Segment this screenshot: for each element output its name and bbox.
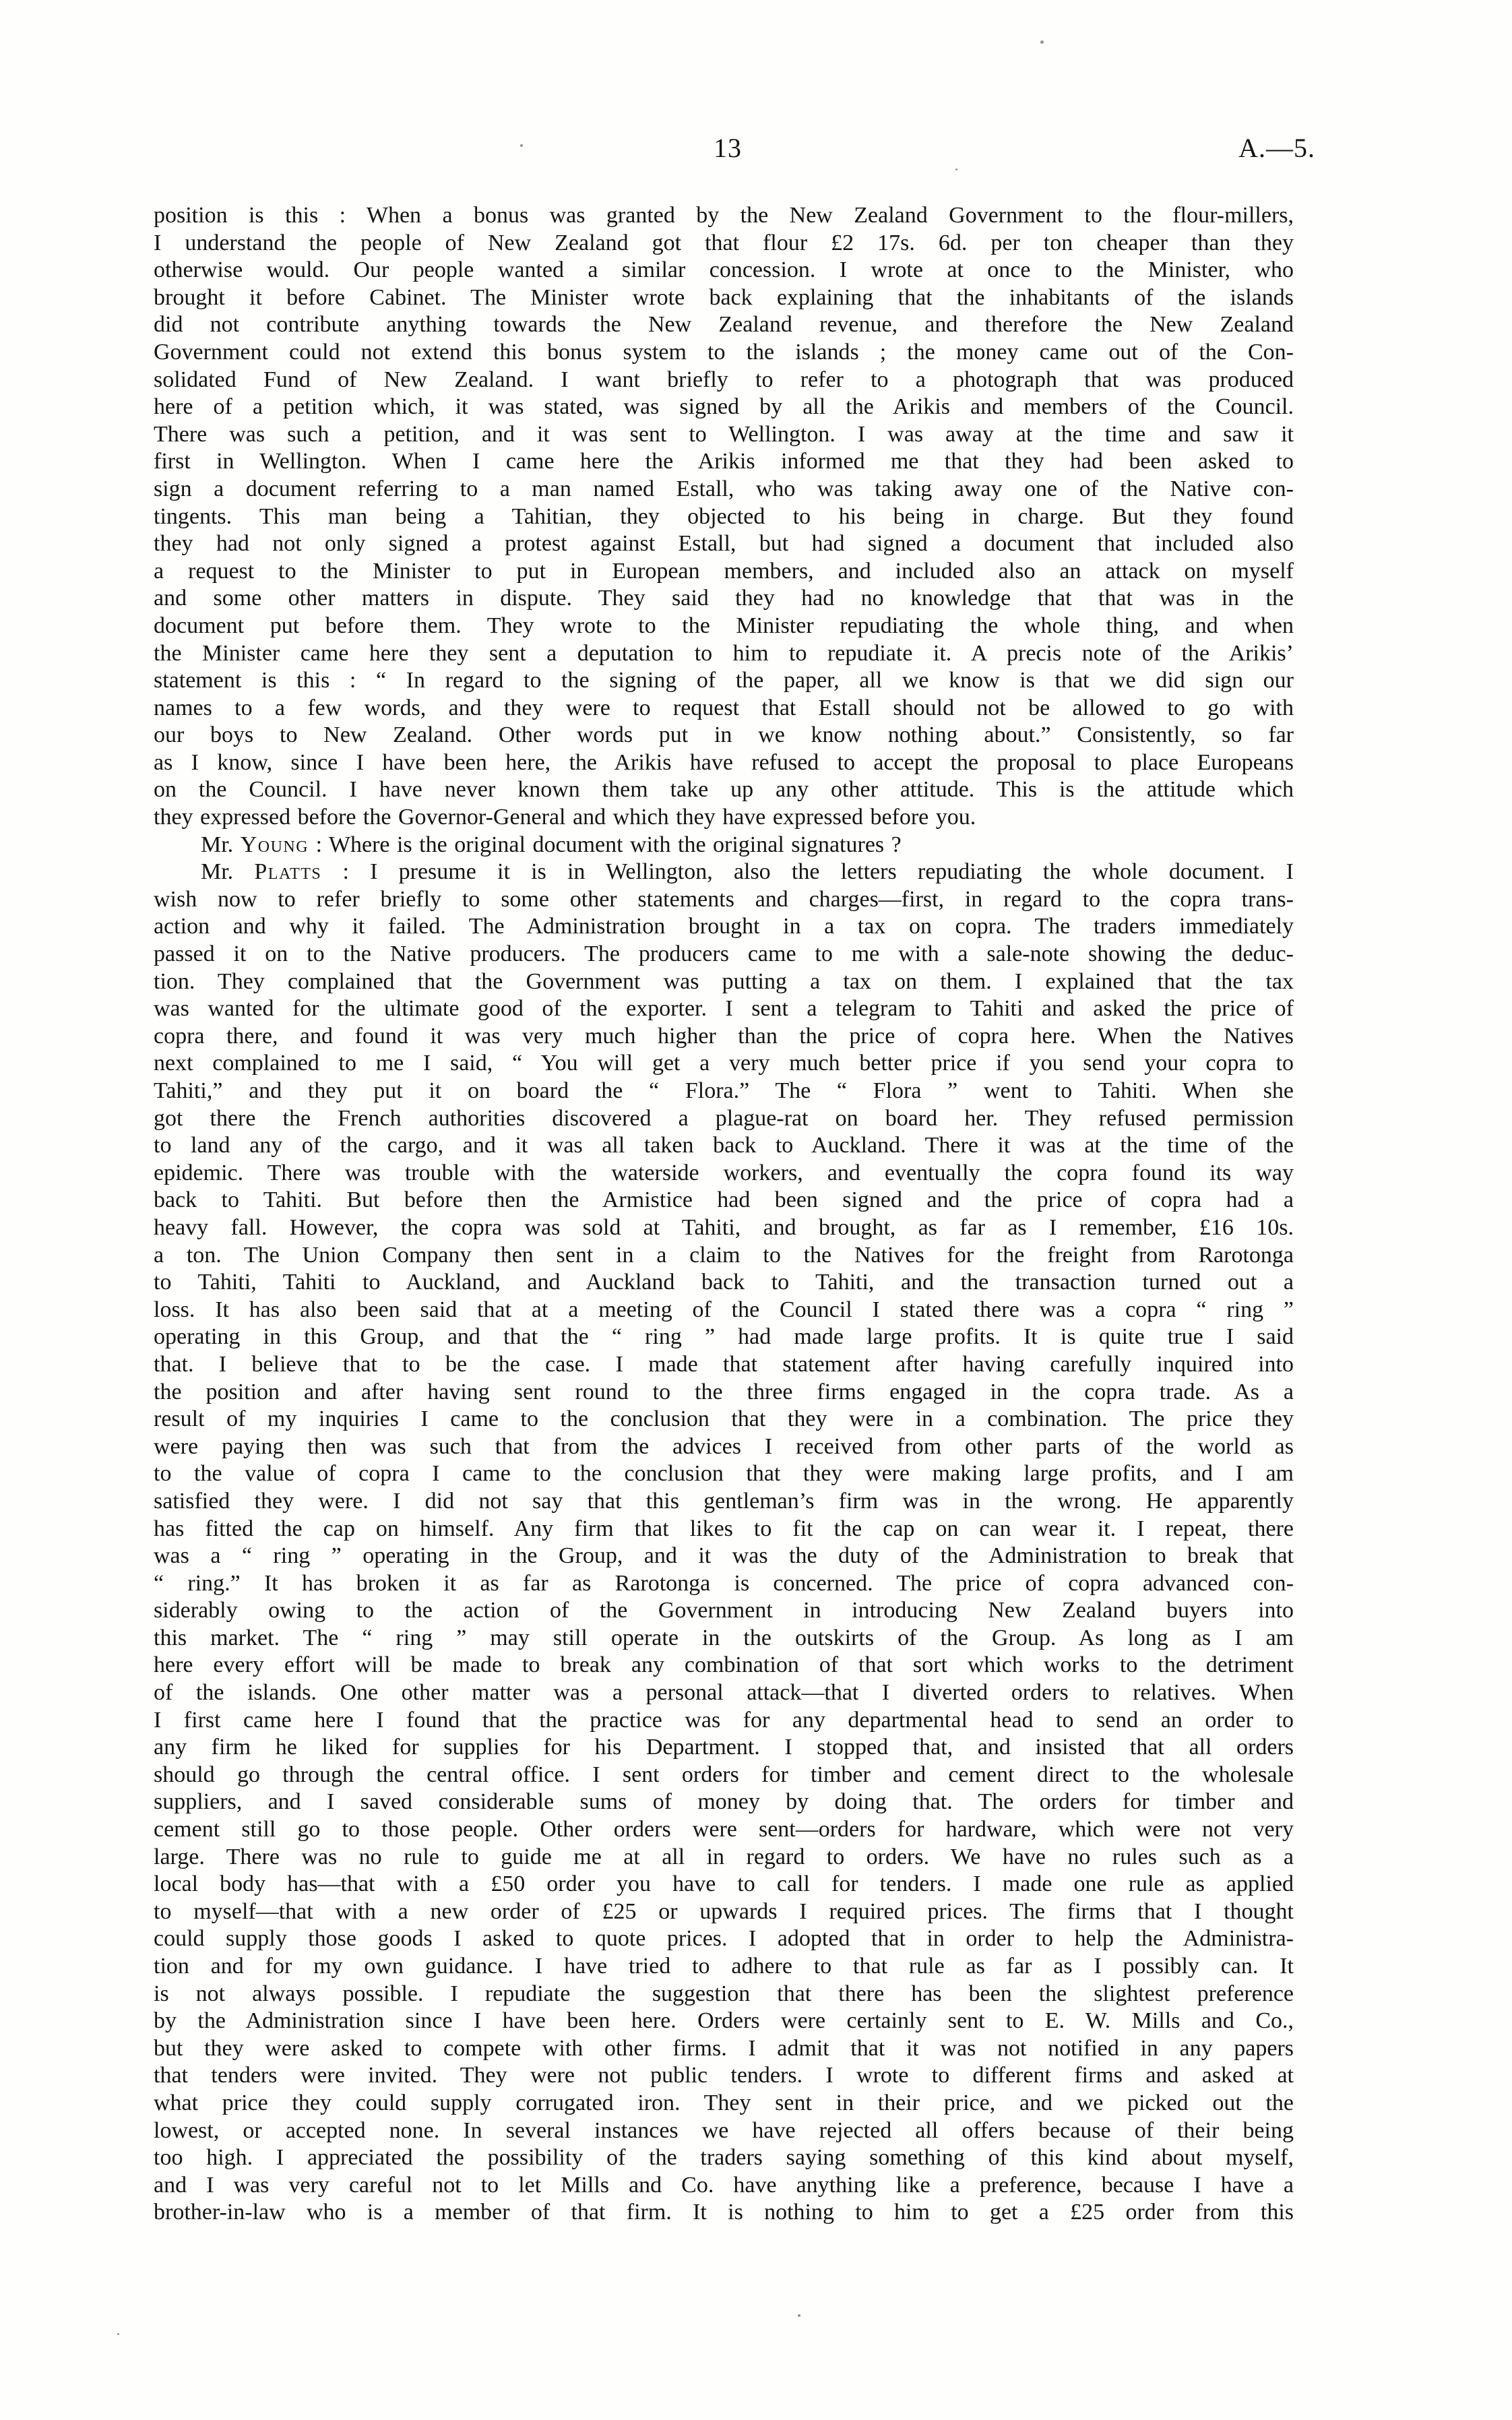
text-line: I understand the people of New Zealand got that flour £2 17s. 6d. per ton cheaper than they bbox=[154, 230, 1294, 255]
text-line: operating in this Group, and that the “ ring ” had made large profits. It is quite true I said bbox=[154, 1324, 1294, 1350]
speech-line-platts bbox=[154, 859, 1294, 886]
text-line: they expressed before the Governor-General and which they have expressed before you. bbox=[154, 805, 976, 830]
speech-text-platts: : I presume it is in Wellington, also the letters repudiating the whole document. I bbox=[321, 859, 1294, 885]
speaker-prefix: Mr. bbox=[201, 832, 241, 857]
text-line: has fitted the cap on himself. Any firm that likes to fit the cap on can wear it. I repeat, there bbox=[154, 1516, 1294, 1541]
text-line: that. I believe that to be the case. I made that statement after having carefully inquired into bbox=[154, 1351, 1294, 1377]
text-line: large. There was no rule to guide me at all in regard to orders. We have no rules such as a bbox=[154, 1844, 1294, 1869]
text-line: lowest, or accepted none. In several instances we have rejected all offers because of their being bbox=[154, 2117, 1294, 2143]
text-line: There was such a petition, and it was sent to Wellington. I was away at the time and saw it bbox=[154, 421, 1294, 447]
text-line: names to a few words, and they were to request that Estall should not be allowed to go with bbox=[154, 695, 1294, 720]
text-line: was wanted for the ultimate good of the exporter. I sent a telegram to Tahiti and asked the price of bbox=[154, 996, 1294, 1022]
text-line: siderably owing to the action of the Government in introducing New Zealand buyers into bbox=[154, 1598, 1294, 1623]
text-line: to land any of the cargo, and it was all taken back to Auckland. There it was at the time of the bbox=[154, 1133, 1294, 1158]
text-line: copra there, and found it was very much higher than the price of copra here. When the Natives bbox=[154, 1023, 1294, 1049]
running-head bbox=[0, 132, 1512, 173]
text-line: and I was very careful not to let Mills and Co. have anything like a preference, because I have a bbox=[154, 2172, 1294, 2198]
text-line: a ton. The Union Company then sent in a claim to the Natives for the freight from Rarotonga bbox=[154, 1242, 1294, 1268]
text-line: was a “ ring ” operating in the Group, and it was the duty of the Administration to break that bbox=[154, 1543, 1294, 1569]
text-line: they had not only signed a protest against Estall, but had signed a document that included also bbox=[154, 531, 1294, 557]
text-line: epidemic. There was trouble with the waterside workers, and eventually the copra found its way bbox=[154, 1160, 1294, 1185]
text-line: brother-in-law who is a member of that firm. It is nothing to him to get a £25 order from this bbox=[154, 2200, 1294, 2225]
text-line: sign a document referring to a man named Estall, who was taking away one of the Native con- bbox=[154, 476, 1294, 501]
text-line: but they were asked to compete with other firms. I admit that it was not notified in any papers bbox=[154, 2035, 1294, 2061]
text-line: statement is this : “ In regard to the signing of the paper, all we know is that we did sign our bbox=[154, 668, 1294, 693]
text-line: of the islands. One other matter was a personal attack—that I diverted orders to relatives. When bbox=[154, 1680, 1294, 1706]
text-line: to Tahiti, Tahiti to Auckland, and Auckland back to Tahiti, and the transaction turned out a bbox=[154, 1270, 1294, 1295]
text-line: solidated Fund of New Zealand. I want briefly to refer to a photograph that was produced bbox=[154, 367, 1294, 392]
text-line: did not contribute anything towards the New Zealand revenue, and therefore the New Zealand bbox=[154, 312, 1294, 338]
text-line: were paying then was such that from the advices I received from other parts of the world as bbox=[154, 1433, 1294, 1459]
text-line: a request to the Minister to put in European members, and included also an attack on myself bbox=[154, 558, 1294, 584]
text-line: local body has—that with a £50 order you have to call for tenders. I made one rule as applied bbox=[154, 1871, 1294, 1897]
text-line: Government could not extend this bonus system to the islands ; the money came out of the Con- bbox=[154, 339, 1294, 365]
text-line: tion and for my own guidance. I have tried to adhere to that rule as far as I possibly can. It bbox=[154, 1954, 1294, 1979]
text-line: brought it before Cabinet. The Minister wrote back explaining that the inhabitants of the islands bbox=[154, 284, 1294, 310]
text-line: tingents. This man being a Tahitian, they objected to his being in charge. But they found bbox=[154, 503, 1294, 529]
text-line: as I know, since I have been here, the Arikis have refused to accept the proposal to place Europeans bbox=[154, 749, 1294, 775]
body-text bbox=[154, 202, 1294, 2227]
text-line: first in Wellington. When I came here the Arikis informed me that they had been asked to bbox=[154, 449, 1294, 474]
text-line: could supply those goods I asked to quote prices. I adopted that in order to help the Administra- bbox=[154, 1926, 1294, 1952]
text-line: to the value of copra I came to the conclusion that they were making large profits, and I am bbox=[154, 1461, 1294, 1487]
text-line: to myself—that with a new order of £25 or upwards I required prices. The firms that I thought bbox=[154, 1898, 1294, 1924]
scan-speckle bbox=[117, 2333, 119, 2335]
scan-speckle bbox=[1040, 40, 1044, 44]
text-line: should go through the central office. I sent orders for timber and cement direct to the wholesale bbox=[154, 1762, 1294, 1787]
speech-text-young: : Where is the original document with the original signatures ? bbox=[309, 832, 902, 857]
text-line: here of a petition which, it was stated, was signed by all the Arikis and members of the Council. bbox=[154, 394, 1294, 420]
text-line: our boys to New Zealand. Other words put in we know nothing about.” Consistently, so far bbox=[154, 722, 1294, 748]
text-line: satisfied they were. I did not say that this gentleman’s firm was in the wrong. He apparently bbox=[154, 1488, 1294, 1514]
speaker-name-young: Young bbox=[240, 832, 309, 857]
scan-speckle bbox=[798, 2314, 800, 2317]
text-line: the position and after having sent round to the three firms engaged in the copra trade. As a bbox=[154, 1379, 1294, 1404]
paragraph-platts-continuation bbox=[154, 886, 1294, 2227]
text-line: position is this : When a bonus was granted by the New Zealand Government to the flour-millers, bbox=[154, 203, 1294, 228]
text-line: tion. They complained that the Government was putting a tax on them. I explained that the tax bbox=[154, 968, 1294, 994]
page-number: 13 bbox=[714, 133, 742, 163]
speech-line-young bbox=[154, 832, 1294, 859]
text-line: what price they could supply corrugated iron. They sent in their price, and we picked out the bbox=[154, 2090, 1294, 2115]
text-line: suppliers, and I saved considerable sums of money by doing that. The orders for timber and bbox=[154, 1789, 1294, 1815]
text-line: heavy fall. However, the copra was sold at Tahiti, and brought, as far as I remember, £16 10s. bbox=[154, 1214, 1294, 1240]
text-line: otherwise would. Our people wanted a similar concession. I wrote at once to the Minister, who bbox=[154, 257, 1294, 283]
text-line: got there the French authorities discovered a plague-rat on board her. They refused permission bbox=[154, 1105, 1294, 1131]
text-line: any firm he liked for supplies for his Department. I stopped that, and insisted that all orders bbox=[154, 1735, 1294, 1760]
text-line: back to Tahiti. But before then the Armistice had been signed and the price of copra had a bbox=[154, 1187, 1294, 1213]
text-line: loss. It has also been said that at a meeting of the Council I stated there was a copra “ ring ” bbox=[154, 1297, 1294, 1322]
text-line: result of my inquiries I came to the conclusion that they were in a combination. The price they bbox=[154, 1406, 1294, 1432]
text-line: Tahiti,” and they put it on board the “ Flora.” The “ Flora ” went to Tahiti. When she bbox=[154, 1078, 1294, 1103]
text-line: too high. I appreciated the possibility of the traders saying something of this kind about myself, bbox=[154, 2145, 1294, 2171]
text-line: on the Council. I have never known them take up any other attitude. This is the attitude which bbox=[154, 777, 1294, 803]
text-line: this market. The “ ring ” may still operate in the outskirts of the Group. As long as I am bbox=[154, 1625, 1294, 1650]
text-line: by the Administration since I have been here. Orders were certainly sent to E. W. Mills and Co., bbox=[154, 2008, 1294, 2034]
text-line: I first came here I found that the practice was for any departmental head to send an order to bbox=[154, 1707, 1294, 1733]
document-reference: A.—5. bbox=[1238, 133, 1315, 163]
text-line: passed it on to the Native producers. The producers came to me with a sale-note showing the deduc- bbox=[154, 941, 1294, 967]
text-line: here every effort will be made to break any combination of that sort which works to the detriment bbox=[154, 1652, 1294, 1678]
scan-speckle bbox=[955, 168, 957, 170]
scan-speckle bbox=[520, 144, 523, 147]
speaker-prefix: Mr. bbox=[201, 859, 255, 885]
paragraph-continuation bbox=[154, 202, 1294, 832]
text-line: cement still go to those people. Other orders were sent—orders for hardware, which were not very bbox=[154, 1817, 1294, 1842]
text-line: and some other matters in dispute. They said they had no knowledge that that was in the bbox=[154, 586, 1294, 611]
text-line: is not always possible. I repudiate the suggestion that there has been the slightest preference bbox=[154, 1981, 1294, 2006]
text-line: wish now to refer briefly to some other statements and charges—first, in regard to the copra trans- bbox=[154, 886, 1294, 912]
speaker-name-platts: Platts bbox=[254, 859, 322, 885]
text-line: action and why it failed. The Administration brought in a tax on copra. The traders immediately bbox=[154, 914, 1294, 939]
text-line: “ ring.” It has broken it as far as Rarotonga is concerned. The price of copra advanced con- bbox=[154, 1570, 1294, 1596]
text-line: next complained to me I said, “ You will get a very much better price if you send your copra to bbox=[154, 1051, 1294, 1076]
text-line: that tenders were invited. They were not public tenders. I wrote to different firms and asked at bbox=[154, 2063, 1294, 2088]
text-line: document put before them. They wrote to the Minister repudiating the whole thing, and when bbox=[154, 613, 1294, 638]
text-line: the Minister came here they sent a deputation to him to repudiate it. A precis note of the Arikis’ bbox=[154, 640, 1294, 666]
